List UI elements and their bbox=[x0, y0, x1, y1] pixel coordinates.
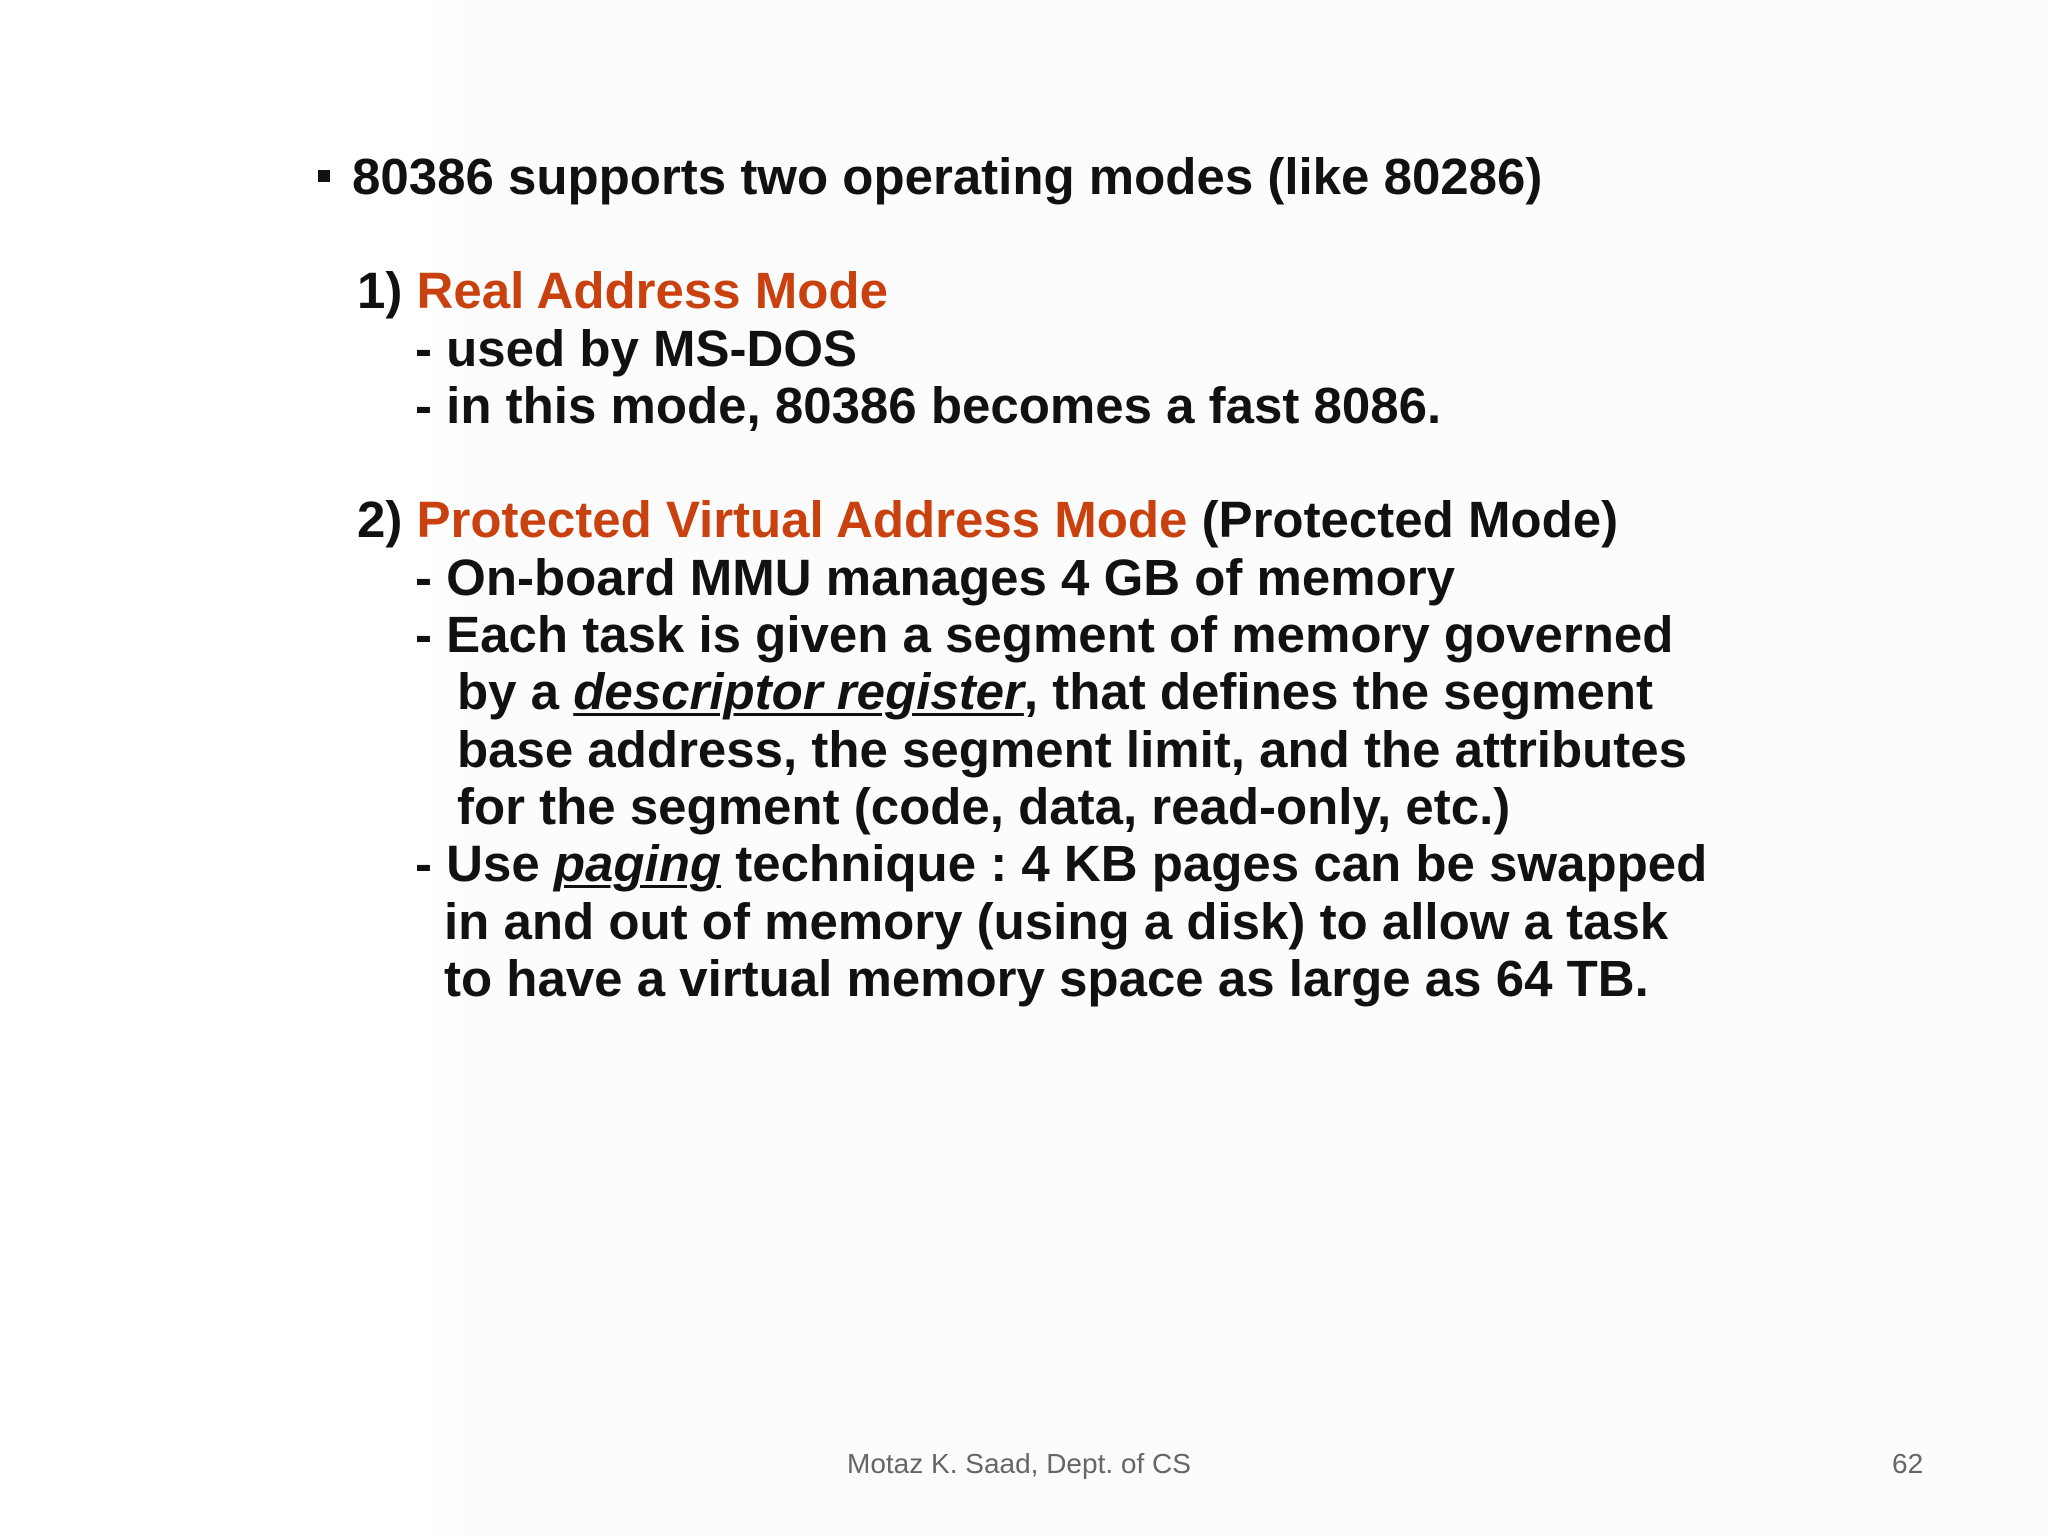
square-bullet-icon bbox=[318, 170, 330, 182]
mode2-point-3-line-2: in and out of memory (using a disk) to allow a task bbox=[444, 893, 1669, 950]
descriptor-suffix-text: , that defines the segment bbox=[1023, 663, 1654, 720]
mode2-point-2-line-2 bbox=[457, 663, 1653, 721]
intro-bullet-line bbox=[318, 148, 1542, 206]
mode2-point-3-line-3: to have a virtual memory space as large as 64 TB. bbox=[444, 950, 1649, 1007]
mode2-number: 2) bbox=[357, 491, 403, 548]
mode2-point-1: - On-board MMU manages 4 GB of memory bbox=[415, 549, 1455, 606]
intro-text: 80386 supports two operating modes (like 80286) bbox=[352, 148, 1543, 205]
mode1-heading bbox=[357, 262, 888, 320]
page-number: 62 bbox=[1892, 1448, 1924, 1479]
use-text: - Use bbox=[415, 835, 540, 892]
mode1-number: 1) bbox=[357, 262, 403, 319]
mode1-title: Real Address Mode bbox=[416, 262, 888, 319]
paging-term: paging bbox=[553, 835, 722, 892]
by-a-text: by a bbox=[457, 663, 560, 720]
mode2-title: Protected Virtual Address Mode bbox=[416, 491, 1188, 548]
footer-author: Motaz K. Saad, Dept. of CS bbox=[847, 1448, 1191, 1479]
mode1-point-1: - used by MS-DOS bbox=[415, 320, 858, 377]
mode2-point-3-line-1 bbox=[415, 835, 1707, 893]
mode2-point-2-line-3: base address, the segment limit, and the attributes bbox=[457, 721, 1687, 778]
paging-suffix-text: technique : 4 KB pages can be swapped bbox=[735, 835, 1708, 892]
mode2-point-2-line-1: - Each task is given a segment of memory governed bbox=[415, 606, 1674, 663]
descriptor-register-term: descriptor register bbox=[573, 663, 1024, 720]
mode2-title-suffix: (Protected Mode) bbox=[1201, 491, 1619, 548]
mode2-heading bbox=[357, 491, 1618, 549]
mode1-point-2: - in this mode, 80386 becomes a fast 8086. bbox=[415, 377, 1442, 434]
mode2-point-2-line-4: for the segment (code, data, read-only, etc.) bbox=[457, 778, 1511, 835]
